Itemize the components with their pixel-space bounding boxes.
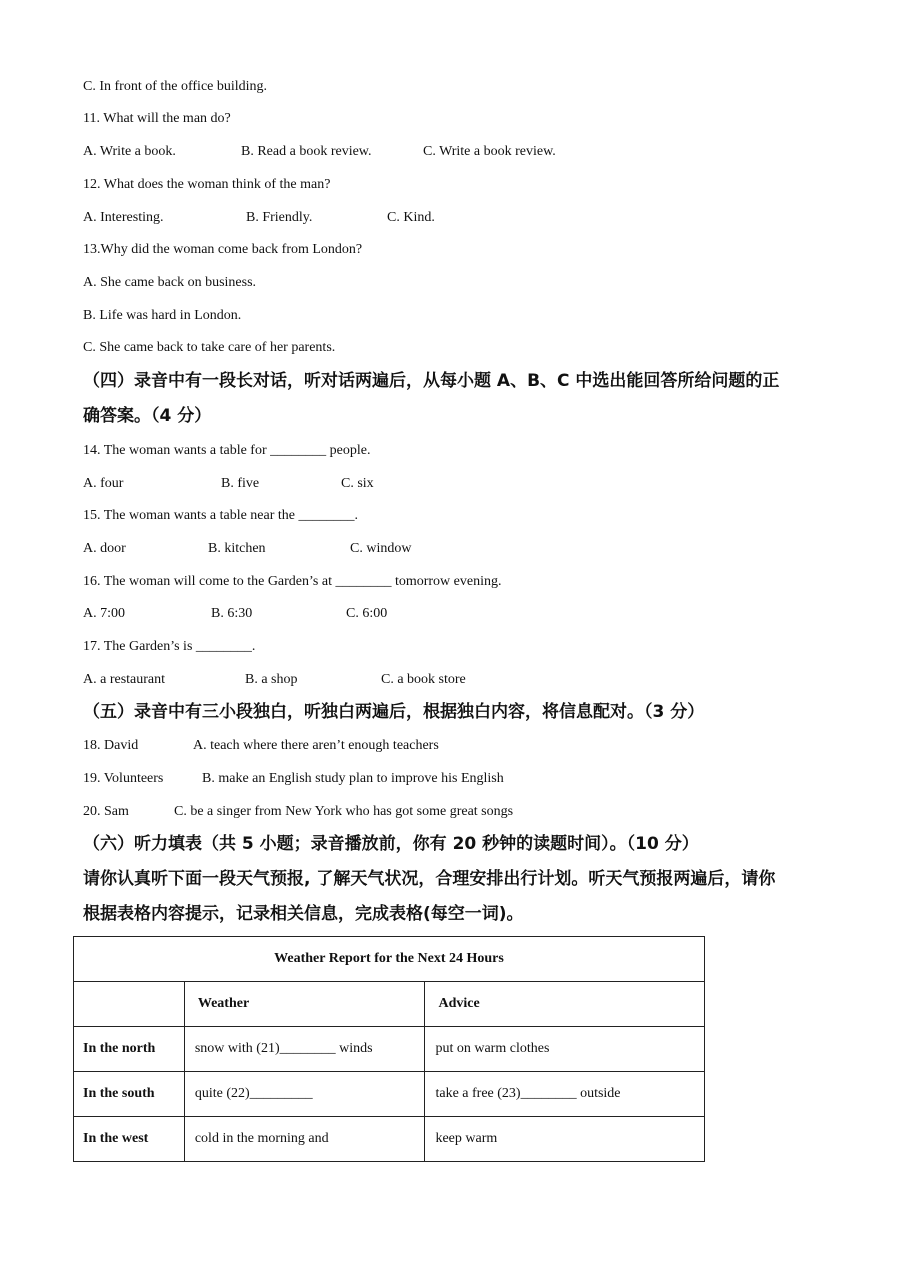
- weather-south: quite (22)_________: [184, 1072, 425, 1117]
- section6-title: （六）听力填表（共 5 小题；录音播放前，你有 20 秒钟的读题时间）。（10 分）: [83, 834, 699, 854]
- q13-option-a: A. She came back on business.: [83, 275, 257, 290]
- q16-option-a: A. 7:00: [83, 606, 125, 621]
- q14-option-b: B. five: [221, 476, 260, 491]
- table-row: [74, 1117, 705, 1162]
- q11-stem: 11. What will the man do?: [83, 111, 231, 126]
- q16-option-b: B. 6:30: [211, 606, 253, 621]
- match-20-right: C. be a singer from New York who has got some great songs: [174, 804, 514, 819]
- section4-title-line2: 确答案。（4 分）: [83, 406, 212, 426]
- q13-stem: 13.Why did the woman come back from London?: [83, 242, 363, 257]
- q15-option-a: A. door: [83, 541, 126, 556]
- q14-option-a: A. four: [83, 476, 124, 491]
- q14-option-c: C. six: [341, 476, 374, 491]
- q17-option-c: C. a book store: [381, 672, 466, 687]
- row-label-north: In the north: [74, 1027, 185, 1072]
- q16-option-c: C. 6:00: [346, 606, 388, 621]
- table-header-empty: [74, 982, 185, 1027]
- advice-north: put on warm clothes: [425, 1027, 705, 1072]
- table-header-advice: Advice: [425, 982, 705, 1027]
- advice-south: take a free (23)________ outside: [425, 1072, 705, 1117]
- q12-option-a: A. Interesting.: [83, 210, 164, 225]
- section4-title-line1: （四）录音中有一段长对话，听对话两遍后，从每小题 A、B、C 中选出能回答所给问题的正: [83, 371, 780, 391]
- section6-intro-line2: 根据表格内容提示，记录相关信息，完成表格(每空一词)。: [83, 904, 524, 924]
- q12-option-c: C. Kind.: [387, 210, 435, 225]
- weather-west: cold in the morning and: [184, 1117, 425, 1162]
- match-19-right: B. make an English study plan to improve his English: [202, 771, 504, 786]
- table-title: Weather Report for the Next 24 Hours: [74, 937, 705, 982]
- q17-option-a: A. a restaurant: [83, 672, 166, 687]
- row-label-south: In the south: [74, 1072, 185, 1117]
- q11-option-a: A. Write a book.: [83, 144, 176, 159]
- match-18-right: A. teach where there aren’t enough teachers: [193, 738, 439, 753]
- q15-option-b: B. kitchen: [208, 541, 266, 556]
- q11-option-c: C. Write a book review.: [423, 144, 556, 159]
- q11-option-b: B. Read a book review.: [241, 144, 372, 159]
- advice-west: keep warm: [425, 1117, 705, 1162]
- section5-title: （五）录音中有三小段独白，听独白两遍后，根据独白内容，将信息配对。（3 分）: [83, 702, 705, 722]
- table-header-weather: Weather: [184, 982, 425, 1027]
- row-label-west: In the west: [74, 1117, 185, 1162]
- q17-stem: 17. The Garden’s is ________.: [83, 639, 256, 654]
- weather-report-table: [73, 936, 705, 1162]
- table-row: [74, 1072, 705, 1117]
- section6-intro-line1: 请你认真听下面一段天气预报, 了解天气状况，合理安排出行计划。听天气预报两遍后，请你: [83, 869, 776, 889]
- q16-stem: 16. The woman will come to the Garden’s at ________ tomorrow evening.: [83, 574, 502, 589]
- q13-option-b: B. Life was hard in London.: [83, 308, 242, 323]
- table-row: [74, 1027, 705, 1072]
- q12-stem: 12. What does the woman think of the man?: [83, 177, 331, 192]
- q10-option-c: C. In front of the office building.: [83, 79, 268, 94]
- match-18-left: 18. David: [83, 738, 139, 753]
- q12-option-b: B. Friendly.: [246, 210, 313, 225]
- q15-option-c: C. window: [350, 541, 412, 556]
- match-19-left: 19. Volunteers: [83, 771, 164, 786]
- q17-option-b: B. a shop: [245, 672, 298, 687]
- weather-north: snow with (21)________ winds: [184, 1027, 425, 1072]
- q14-stem: 14. The woman wants a table for ________ people.: [83, 443, 371, 458]
- q13-option-c: C. She came back to take care of her parents.: [83, 340, 336, 355]
- match-20-left: 20. Sam: [83, 804, 129, 819]
- q15-stem: 15. The woman wants a table near the ________.: [83, 508, 359, 523]
